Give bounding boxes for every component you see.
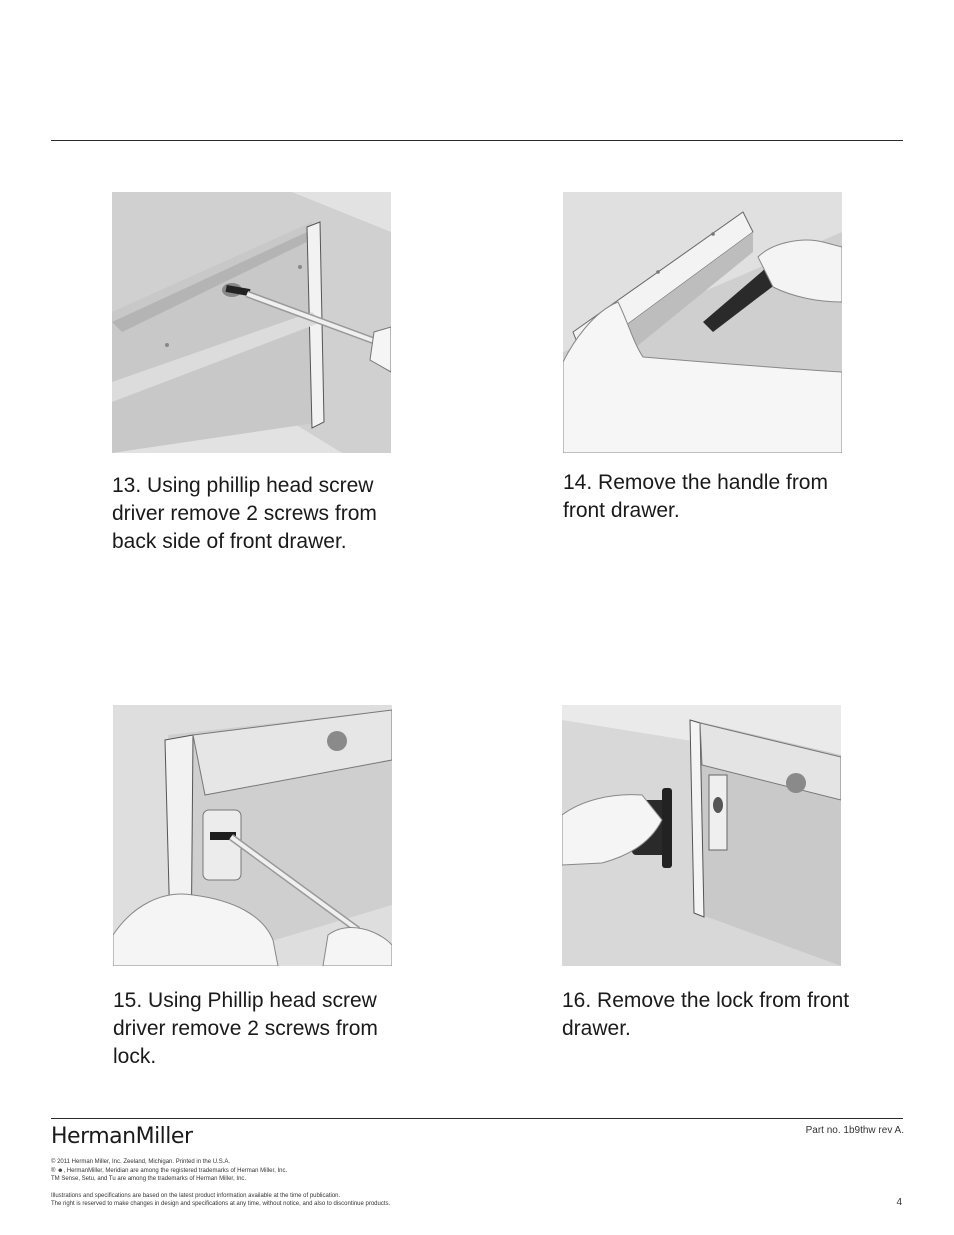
step-15-caption: 15. Using Phillip head screw driver remove 2 screws from lock. bbox=[113, 989, 378, 1068]
copyright-text: © 2011 Herman Miller, Inc. Zeeland, Michigan. Printed in the U.S.A. bbox=[51, 1159, 231, 1165]
brand-logo: HermanMiller bbox=[51, 1124, 193, 1149]
trademark-text-1: ® ☻, HermanMiller, Meridian are among the registered trademarks of Herman Miller, Inc. bbox=[51, 1168, 288, 1174]
step-16-caption: 16. Remove the lock from front drawer. bbox=[562, 989, 850, 1040]
disclaimer-text-2: The right is reserved to make changes in design and specifications at any time, without notice, and also to discontinue products. bbox=[51, 1201, 391, 1207]
step-14-caption: 14. Remove the handle from front drawer. bbox=[563, 471, 828, 522]
trademark-text-2: TM Sense, Setu, and Tu are among the trademarks of Herman Miller, Inc. bbox=[51, 1176, 247, 1182]
step-14-illustration bbox=[563, 192, 842, 453]
top-rule bbox=[51, 140, 903, 141]
step-16-illustration bbox=[562, 705, 841, 966]
step-15-illustration bbox=[113, 705, 392, 966]
page-number: 4 bbox=[896, 1197, 902, 1208]
footer-rule bbox=[51, 1118, 903, 1119]
step-13-caption: 13. Using phillip head screw driver remove 2 screws from back side of front drawer. bbox=[112, 474, 377, 553]
disclaimer-text-1: Illustrations and specifications are based on the latest product information available at the time of publication. bbox=[51, 1193, 341, 1199]
part-number: Part no. 1b9thw rev A. bbox=[805, 1125, 904, 1136]
step-13-illustration bbox=[112, 192, 391, 453]
